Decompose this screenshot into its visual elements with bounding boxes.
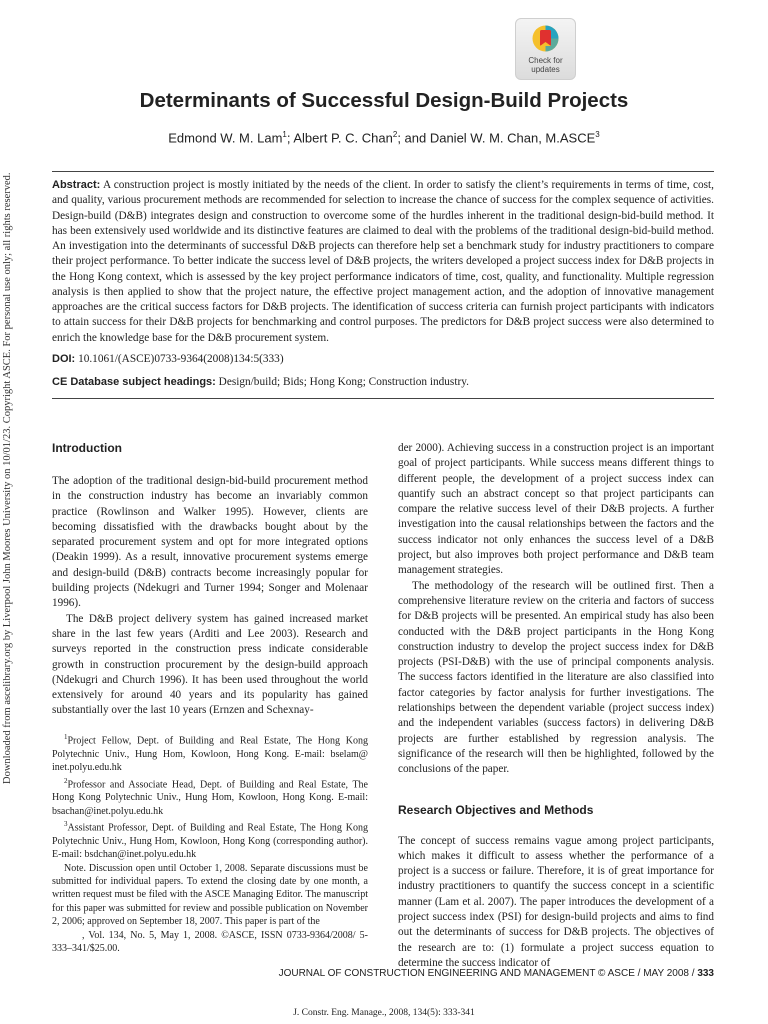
footnote-3	[52, 818, 368, 862]
subject-headings-text: Design/build; Bids; Hong Kong; Construction industry.	[218, 375, 469, 388]
journal-volume-note: , Vol. 134, No. 5, May 1, 2008. ©ASCE, ISSN 0733-9364/2008/ 5-333–341/$25.00.	[52, 929, 368, 955]
doi-label: DOI:	[52, 352, 76, 365]
abstract-text: A construction project is mostly initiated by the needs of the client. In order to satisfy the client’s requirements in terms of time, cost, and quality, various procurement methods are recommended for selection to increase the chance of success for the complex sequence of activities. Design-build (D&B) integrates design and construction to overcome some of the hurdles inherent in the traditional design-bid-build method. It has been extensively used worldwide and its distinctive features are claimed to deal with the problems of the traditional design-bid-build method. An investigation into the determinants of successful D&B projects can therefore help set a benchmark study for industry practitioners to compare their project performance. To better indicate the success level of D&B projects, the writers developed a project success index for D&B projects in the Hong Kong context, which is assessed by the key project performance indicators of time, cost, quality, and functionality. Multiple regression analysis is then applied to show that the project nature, the effective project management action, and the adoption of innovative management approaches are the critical success factors for D&B projects. The identification of success criteria can furnish project participants with indicators to attain success for their D&B projects for benchmarking and control purposes. The predictors for D&B project success were also determined to enrich the knowledge base for the D&B procurement system.	[52, 179, 715, 344]
right-paragraph-2: The methodology of the research will be outlined first. Then a comprehensive literature review on the criteria and factors of success for D&B projects will be presented. An empirical study has also been conducted with the D&B project participants in the Hong Kong construction industry to develop the project success index for D&B projects (PSI-D&B) with the use of principal components analysis. The success factors identified in the literature are also classified into factor categories by factor analysis for further investigations. The relationships between the dependent variable (project success index) and the independent variables (success factors) in delivering D&B projects are further established by regression analysis. The significance of the research will then be highlighted, followed by the conclusions of the paper.	[398, 579, 714, 776]
footnote-3-text: Assistant Professor, Dept. of Building and Real Estate, The Hong Kong Polytechnic Univ., Hung Hom, Kowloon, Hong Kong (corresponding author). E-mail: bsdchan@inet.polyu.edu.hk	[52, 822, 368, 861]
author-3: ; and Daniel W. M. Chan, M.ASCE	[397, 130, 596, 146]
introduction-heading: Introduction	[52, 441, 122, 455]
running-footer	[279, 968, 714, 979]
subject-headings	[52, 375, 714, 399]
research-objectives-heading: Research Objectives and Methods	[398, 802, 594, 817]
author-1-mark: 1	[282, 130, 287, 139]
footnote-1-mark: 1	[64, 733, 68, 741]
footnote-2	[52, 775, 368, 819]
footnote-2-mark: 2	[64, 776, 68, 785]
footnotes	[52, 731, 368, 955]
right-column	[398, 441, 714, 971]
footnote-2-text: Professor and Associate Head, Dept. of Building and Real Estate, The Hong Kong Polytechnic Univ., Hung Hom, Kowloon, Hong Kong. E-mail: bsachan@inet.polyu.edu.hk	[52, 778, 368, 817]
footnote-1	[52, 731, 368, 775]
page-number: 333	[697, 968, 714, 979]
paper-title: Determinants of Successful Design-Build Projects	[139, 89, 629, 112]
intro-paragraph-1: The adoption of the traditional design-bid-build procurement method in the construction industry has become an invariably common practice (Rowlinson and Walker 1995). However, clients are becoming dissatisfied with the drawbacks bought about by the separated procurement system and opt for more integrated options (Deakin 1999). As a result, innovative procurement systems emerge and design-build (D&B) contracts become increasingly popular for building projects (Ndekugri and Turner 1994; Songer and Molenaar 1996).	[52, 475, 368, 610]
footnote-3-mark: 3	[64, 820, 68, 829]
badge-line-1: Check for	[528, 56, 563, 65]
right-paragraph-3: The concept of success remains vague among project participants, which makes it difficult to assess whether the performance of a project is a success or failure. Therefore, it is of great importance for industry practitioners to quantify the success concept in a scientific manner (Lam et al. 2007). The paper introduces the development of a project success index (PSI) for design-build projects and aims to find out the determinants of success for D&B projects. The objectives of the research are to: (1) formulate a project success equation to determine the success indicator of	[398, 834, 714, 969]
discussion-note: Note. Discussion open until October 1, 2008. Separate discussions must be submitted for individual papers. To extend the closing date by one month, a written request must be filed with the ASCE Managing Editor. The manuscript for this paper was submitted for review and possible publication on November 2, 2006; approved on September 18, 2007. This paper is part of the	[52, 862, 368, 928]
abstract-label: Abstract:	[52, 179, 101, 191]
abstract-section	[52, 171, 714, 399]
author-1: Edmond W. M. Lam	[168, 130, 283, 146]
intro-paragraph-2: The D&B project delivery system has gained increased market share in the last few years (Arditi and Lee 2003). Research and surveys reported in the construction press indicate considerable growth in construction procurement by the design-build approach (Ndekugri and Church 1996). It has been used throughout the world extensively for around 40 years and its popularity has gained substantially over the last 10 years (Ernzen and Schexnay-	[52, 612, 368, 717]
right-paragraph-1: der 2000). Achieving success in a construction project is an important goal of project participants. While success means different things to different people, the development of a project success index can quantify such an abstract concept so that project participants can compare the relative success level of their D&B projects. A further investigation into the causal relationships between the factors and the success indicator not only enhances the success level of a D&B project, but also improves both project performance and D&B team management strategies.	[398, 442, 714, 577]
author-2: ; Albert P. C. Chan	[286, 130, 393, 146]
check-updates-icon	[531, 24, 560, 54]
abstract-paragraph	[52, 178, 714, 346]
citation-line: J. Constr. Eng. Manage., 2008, 134(5): 333-341	[293, 1008, 475, 1018]
footnote-1-text: Project Fellow, Dept. of Building and Real Estate, The Hong Kong Polytechnic Univ., Hung Hom, Kowloon, Hong Kong. E-mail: bselam@ inet.polyu.edu.hk	[52, 735, 368, 774]
badge-line-2: updates	[531, 65, 560, 74]
doi-link[interactable]: 10.1061/(ASCE)0733-9364(2008)134:5(333)	[78, 352, 284, 365]
subject-headings-label: CE Database subject headings:	[52, 375, 216, 388]
author-2-mark: 2	[392, 130, 398, 139]
download-notice: Downloaded from ascelibrary.org by Liverpool John Moores University on 10/01/23. Copyright ASCE. For personal use only; all rights reserved.	[2, 172, 13, 784]
author-3-mark: 3	[595, 130, 600, 139]
check-for-updates-badge[interactable]	[515, 18, 576, 80]
doi-line	[52, 352, 714, 367]
left-column	[52, 440, 368, 719]
author-list	[0, 130, 768, 145]
running-footer-text: JOURNAL OF CONSTRUCTION ENGINEERING AND MANAGEMENT © ASCE / MAY 2008 /	[278, 968, 698, 979]
